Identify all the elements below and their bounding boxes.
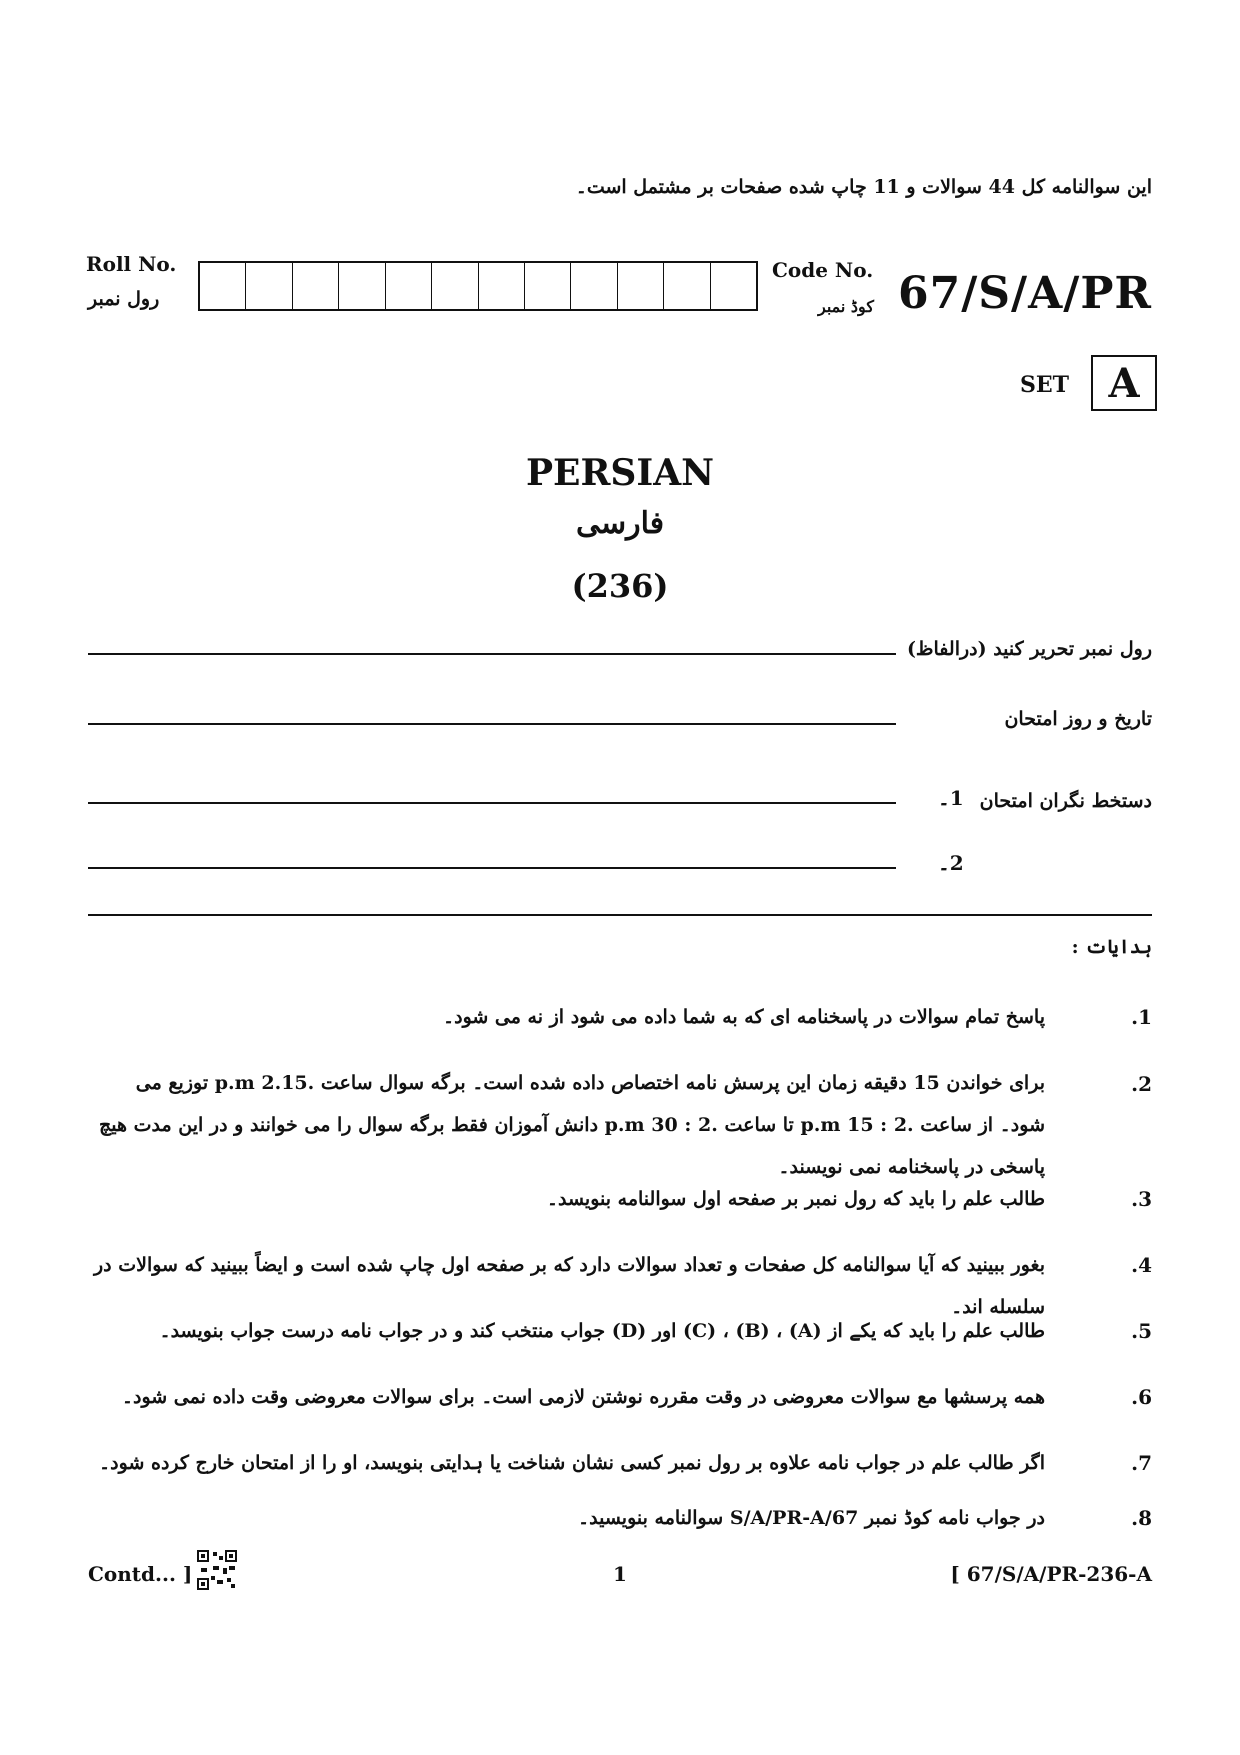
- roll-digit-box[interactable]: [618, 263, 664, 309]
- instruction-text: اگر طالب علم در جواب نامه علاوه بر رول نمبر کسی نشان شناخت یا ہدایتی بنویسد، او را از امتحان خارج کرده شود۔: [99, 1452, 1045, 1474]
- instruction-number: .4: [1131, 1253, 1152, 1277]
- roll-digit-box[interactable]: [293, 263, 339, 309]
- roll-digit-box[interactable]: [664, 263, 710, 309]
- code-number-label: Code No.: [772, 258, 874, 282]
- exam-date-line[interactable]: [88, 723, 896, 725]
- instruction-text: پاسخ تمام سوالات در پاسخنامه ای که به شما داده می شود از نه می شود۔: [442, 1006, 1045, 1028]
- page-number: 1: [613, 1562, 627, 1586]
- set-label: SET: [1020, 372, 1070, 398]
- roll-digit-box[interactable]: [525, 263, 571, 309]
- roll-number-label-urdu: رول نمبر: [88, 288, 160, 310]
- instruction-number: .5: [1131, 1319, 1152, 1343]
- roll-digit-box[interactable]: [479, 263, 525, 309]
- roll-words-line[interactable]: [88, 653, 896, 655]
- exam-date-label: تاریخ و روز امتحان: [1004, 708, 1152, 730]
- subject-code: (236): [571, 567, 669, 605]
- signature-number-2: 2۔: [938, 851, 964, 875]
- roll-digit-box[interactable]: [246, 263, 292, 309]
- subject-title-persian: فارسی: [575, 506, 665, 541]
- roll-number-label: Roll No.: [86, 252, 177, 276]
- instruction-number: .2: [1131, 1072, 1152, 1096]
- roll-number-boxes[interactable]: [198, 261, 758, 311]
- continued-label: Contd... ]: [88, 1562, 193, 1586]
- signature-number-1: 1۔: [938, 786, 964, 810]
- instruction-number: .8: [1131, 1506, 1152, 1530]
- instruction-number: .7: [1131, 1451, 1152, 1475]
- invigilator-label: دستخط نگران امتحان: [979, 790, 1152, 812]
- roll-words-label: رول نمبر تحریر کنید (درالفاظ): [906, 638, 1152, 660]
- invigilator-signature-line-2[interactable]: [88, 867, 896, 869]
- roll-digit-box[interactable]: [571, 263, 617, 309]
- instruction-text: بغور ببینید که آیا سوالنامه کل صفحات و تعداد سوالات دارد که بر صفحه اول چاپ شده است و ایضاً ببینید که سوالات در سلسله اند۔: [93, 1254, 1045, 1318]
- instruction-number: .6: [1131, 1385, 1152, 1409]
- invigilator-signature-line-1[interactable]: [88, 802, 896, 804]
- instruction-text: در جواب نامه کوڈ نمبر 67/S/A/PR-A سوالنامه بنویسید۔: [578, 1507, 1045, 1529]
- subject-title: PERSIAN: [525, 452, 715, 494]
- instruction-number: .3: [1131, 1187, 1152, 1211]
- roll-digit-box[interactable]: [711, 263, 756, 309]
- set-value-box: A: [1091, 355, 1157, 411]
- instruction-text: طالب علم را باید که یکے از (A) ، (B) ، (C) اور (D) جواب منتخب کند و در جواب نامه درست جواب بنویسد۔: [159, 1320, 1045, 1342]
- roll-digit-box[interactable]: [386, 263, 432, 309]
- code-number-value: 67/S/A/PR: [897, 268, 1152, 319]
- paper-info-line: این سوالنامه کل 44 سوالات و 11 چاپ شده صفحات بر مشتمل است۔: [575, 176, 1152, 198]
- footer-paper-code: [ 67/S/A/PR-236-A: [950, 1562, 1152, 1586]
- roll-digit-box[interactable]: [339, 263, 385, 309]
- instructions-heading: ہدایات :: [1071, 936, 1152, 958]
- instruction-number: .1: [1131, 1005, 1152, 1029]
- section-divider: [88, 914, 1152, 916]
- instruction-text: همه پرسشها مع سوالات معروضی در وقت مقرره نوشتن لازمی است۔ برای سوالات معروضی وقت داده نمی شود۔: [121, 1386, 1045, 1408]
- roll-digit-box[interactable]: [200, 263, 246, 309]
- instruction-text: برای خواندن 15 دقیقه زمان این پرسش نامه اختصاص داده شده است۔ برگه سوال ساعت .2.15 p.m توزیع می شود۔ از ساعت .2 : 15 p.m تا ساعت .2 : 30 p.m دانش آموزان فقط برگه سوال را می خوانند و در این مدت هیچ پاسخی در پاسخنامه نمی نویسند۔: [98, 1072, 1045, 1178]
- code-number-label-urdu: کوڈ نمبر: [818, 297, 874, 316]
- instruction-text: طالب علم را باید که رول نمبر بر صفحه اول سوالنامه بنویسد۔: [546, 1188, 1045, 1210]
- roll-digit-box[interactable]: [432, 263, 478, 309]
